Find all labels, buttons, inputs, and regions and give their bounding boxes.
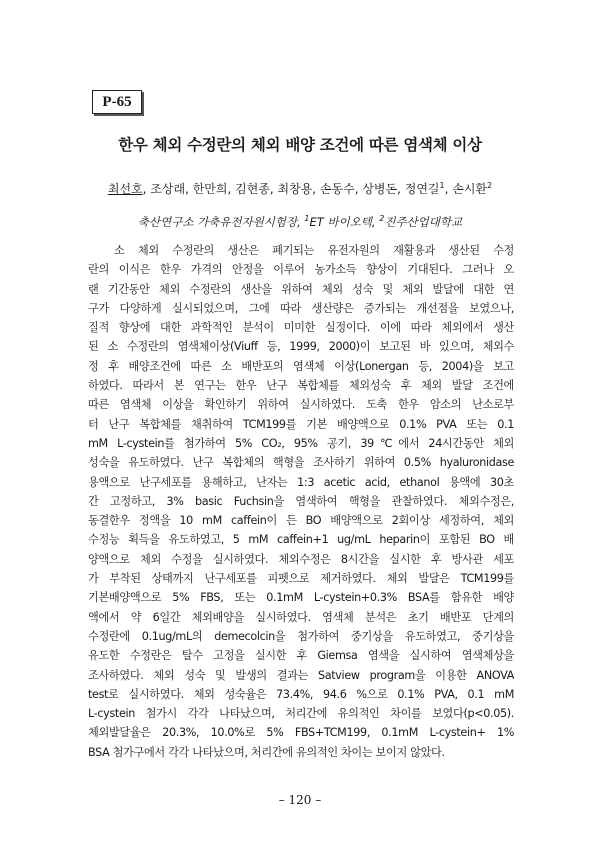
body-line: 구가 다양하게 실시되었으며, 그에 따라 생산량은 증가되는 개선점을 보였으나, [88, 301, 514, 315]
affiliation-mark-1: 1 [439, 181, 445, 190]
page-number: – 120 – [278, 793, 322, 807]
body-line: 란의 이식은 한우 가격의 안정을 이루어 농가소득 향상이 기대된다. 그러나 오 [88, 263, 514, 277]
author-list [40, 180, 560, 197]
affiliation-sup-2: 2 [379, 214, 385, 224]
body-line: BSA 첨가구에서 각각 나타났으며, 처리간에 유의적인 차이는 보이지 않았다. [88, 745, 445, 759]
body-line: 정 후 배양조건에 따른 소 배반포의 염색체 이상(Lonergan 등, 2004)을 보고 [88, 359, 514, 373]
affiliation-1: ET 바이오텍, [309, 215, 380, 229]
body-line: 조사하였다. 체외 성숙 및 발생의 결과는 Satview program을 이용한 ANOVA [88, 668, 514, 682]
abstract-body [88, 241, 514, 762]
body-line: 소 체외 수정란의 생산은 폐기되는 유전자원의 재활용과 생산된 수정 [114, 244, 514, 257]
body-line: 수정능 획득을 유도하였고, 5 mM caffein+1 ug/mL heparin이 포함된 BO 배 [88, 533, 514, 547]
abstract-code-box: P-65 [92, 90, 142, 114]
body-line: 기본배양액으로 5% FBS, 또는 0.1mM L-cystein+0.3% BSA를 함유한 배양 [88, 591, 514, 605]
affiliation-2: 진주산업대학교 [384, 215, 463, 229]
body-line: 액에서 약 6일간 체외배양을 실시하였다. 염색체 분석은 초기 배반포 단계의 [88, 610, 514, 624]
affiliation-mark-2: 2 [487, 181, 493, 190]
body-line: 용액으로 난구세포를 용해하고, 난자는 1:3 acetic acid, ethanol 용액에 30초 [88, 475, 514, 489]
body-line: 랜 기간동안 체외 수정란의 생산을 위하여 체외 성숙 및 체외 발달에 대한 연 [88, 282, 514, 296]
body-line: 양액으로 체외 수정을 실시하였다. 체외수정은 8시간을 실시한 후 방사관 세포 [88, 552, 514, 566]
body-line: 수정란에 0.1ug/mL의 demecolcin을 첨가하여 중기상을 유도하였고, 중기상을 [88, 629, 514, 643]
body-line: 터 난구 복합체를 채취하여 TCM199를 기본 배양액으로 0.1% PVA 또는 0.1 [88, 417, 514, 431]
last-author: , 손시환 [444, 182, 488, 196]
body-line: 유도한 수정란은 탈수 고정을 실시한 후 Giemsa 염색을 실시하여 염색체상을 [88, 649, 514, 663]
body-line: 체외발달율은 20.3%, 10.0%로 5% FBS+TCM199, 0.1mM L-cystein+ 1% [88, 726, 514, 740]
affiliation-main: 축산연구소 가축유전자원시험장, [137, 215, 305, 229]
body-line: 된 소 수정란의 염색체이상(Viuff 등, 1999, 2000)이 보고된 바 있으며, 체외수 [88, 340, 514, 354]
body-line: 질적 향상에 대한 과학적인 분석이 미미한 실정이다. 이에 따라 체외에서 생산 [88, 321, 514, 335]
body-line: 가 부착된 상태까지 난구세포를 피펫으로 제거하였다. 체외 발달은 TCM199를 [88, 572, 514, 586]
paper-title: 한우 체외 수정란의 체외 배양 조건에 따른 염색체 이상 [118, 136, 482, 154]
body-line: 간 고정하고, 3% basic Fuchsin을 염색하여 핵형을 관찰하였다. 체외수정은, [88, 494, 514, 508]
body-line: 하였다. 따라서 본 연구는 한우 난구 복합체를 체외성숙 후 체외 발달 조건에 [88, 379, 514, 393]
body-line: test로 실시하였다. 체외 성숙율은 73.4%, 94.6 %으로 0.1% PVA, 0.1 mM [88, 687, 514, 701]
presenting-author: 최선호 [107, 182, 143, 196]
affiliation-sup-1: 1 [304, 214, 310, 224]
co-authors: , 조상래, 한만희, 김현종, 최창용, 손동수, 상병돈, 정연길 [142, 182, 440, 196]
affiliations [40, 214, 560, 230]
body-line: 따른 염색체 이상을 확인하기 위하여 실시하였다. 도축 한우 암소의 난소로부 [88, 398, 514, 412]
body-line: 성숙을 유도하였다. 난구 복합체의 핵형을 조사하기 위하여 0.5% hyaluronidase [88, 456, 514, 470]
body-line: 동결한우 정액을 10 mM caffein이 든 BO 배양액으로 2회이상 세정하여, 체외 [88, 514, 514, 528]
body-line: mM L-cystein를 첨가하여 5% CO₂, 95% 공기, 39℃에서 24시간동안 체외 [88, 436, 514, 450]
body-line: L-cystein 첨가시 각각 나타났으며, 처리간에 유의적인 차이를 보였다(p<0.05). [88, 707, 514, 721]
